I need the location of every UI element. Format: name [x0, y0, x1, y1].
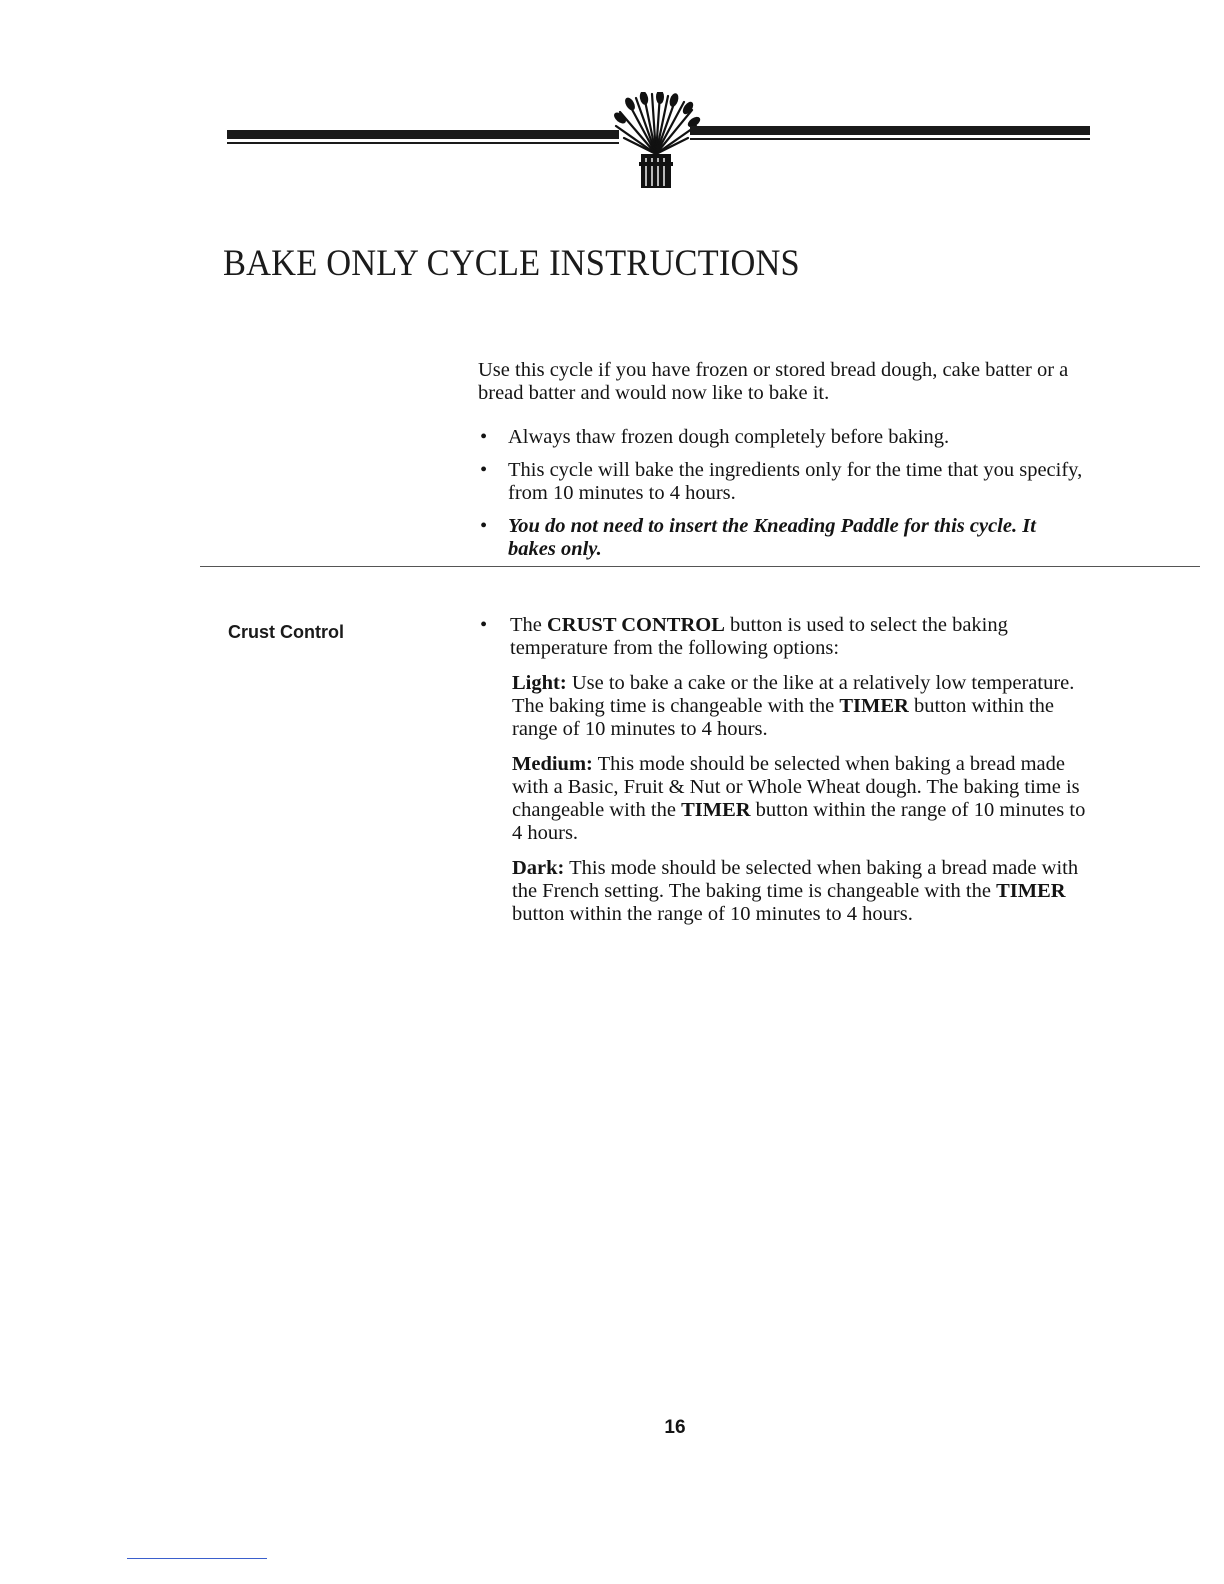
- header-rule-left: [227, 130, 619, 144]
- option-text: Use to bake a cake or the like at a relatively low temperature. The baking time is changeable with the: [512, 672, 1075, 717]
- wheat-sheaf-icon: [608, 92, 704, 192]
- bullet-text-emphasis: You do not need to insert the Kneading Paddle for this cycle. It bakes only.: [508, 515, 1036, 560]
- crust-control-label: Crust Control: [228, 622, 344, 642]
- option-text: This mode should be selected when baking a bread made with a Basic, Fruit & Nut or Whole Wheat dough. The baking time is changeable with the: [512, 753, 1080, 821]
- option-name: Medium:: [512, 753, 593, 775]
- page-title: BAKE ONLY CYCLE INSTRUCTIONS: [223, 243, 800, 284]
- page-number: 16: [664, 1417, 686, 1438]
- bullet-icon: •: [480, 614, 488, 636]
- crust-control-section: [478, 614, 1093, 938]
- footer-line: [127, 1558, 267, 1559]
- crust-control-keyword: CRUST CONTROL: [547, 614, 725, 636]
- option-text: button within the range of 10 minutes to 4 hours.: [512, 799, 1086, 844]
- intro-bullet-list: [478, 426, 1088, 571]
- timer-keyword: TIMER: [681, 799, 751, 821]
- lead-prefix: The: [510, 614, 547, 636]
- option-light: [512, 672, 1093, 741]
- option-name: Dark:: [512, 857, 565, 879]
- option-text: button within the range of 10 minutes to 4 hours.: [512, 695, 1055, 740]
- bullet-icon: •: [480, 426, 488, 448]
- list-item: [478, 426, 1088, 449]
- bullet-icon: •: [480, 515, 488, 537]
- bullet-text: Always thaw frozen dough completely before baking.: [508, 426, 950, 448]
- header-rule-right: [690, 126, 1090, 140]
- lead-suffix: button is used to select the baking temperature from the following options:: [510, 614, 1008, 659]
- bullet-text: This cycle will bake the ingredients only for the time that you specify, from 10 minutes to 4 hours.: [508, 459, 1083, 504]
- option-medium: [512, 753, 1093, 845]
- timer-keyword: TIMER: [839, 695, 909, 717]
- bullet-icon: •: [480, 459, 488, 481]
- option-dark: [512, 857, 1093, 926]
- list-item: [478, 515, 1088, 561]
- section-divider: [200, 566, 1200, 567]
- option-name: Light:: [512, 672, 567, 694]
- timer-keyword: TIMER: [996, 880, 1066, 902]
- intro-paragraph: Use this cycle if you have frozen or stored bread dough, cake batter or a bread batter and would now like to bake it.: [478, 359, 1069, 404]
- option-text: button within the range of 10 minutes to 4 hours.: [512, 903, 913, 925]
- list-item: [478, 459, 1088, 505]
- crust-control-lead: [478, 614, 1093, 660]
- option-text: This mode should be selected when baking a bread made with the French setting. The baking time is changeable with the: [512, 857, 1079, 902]
